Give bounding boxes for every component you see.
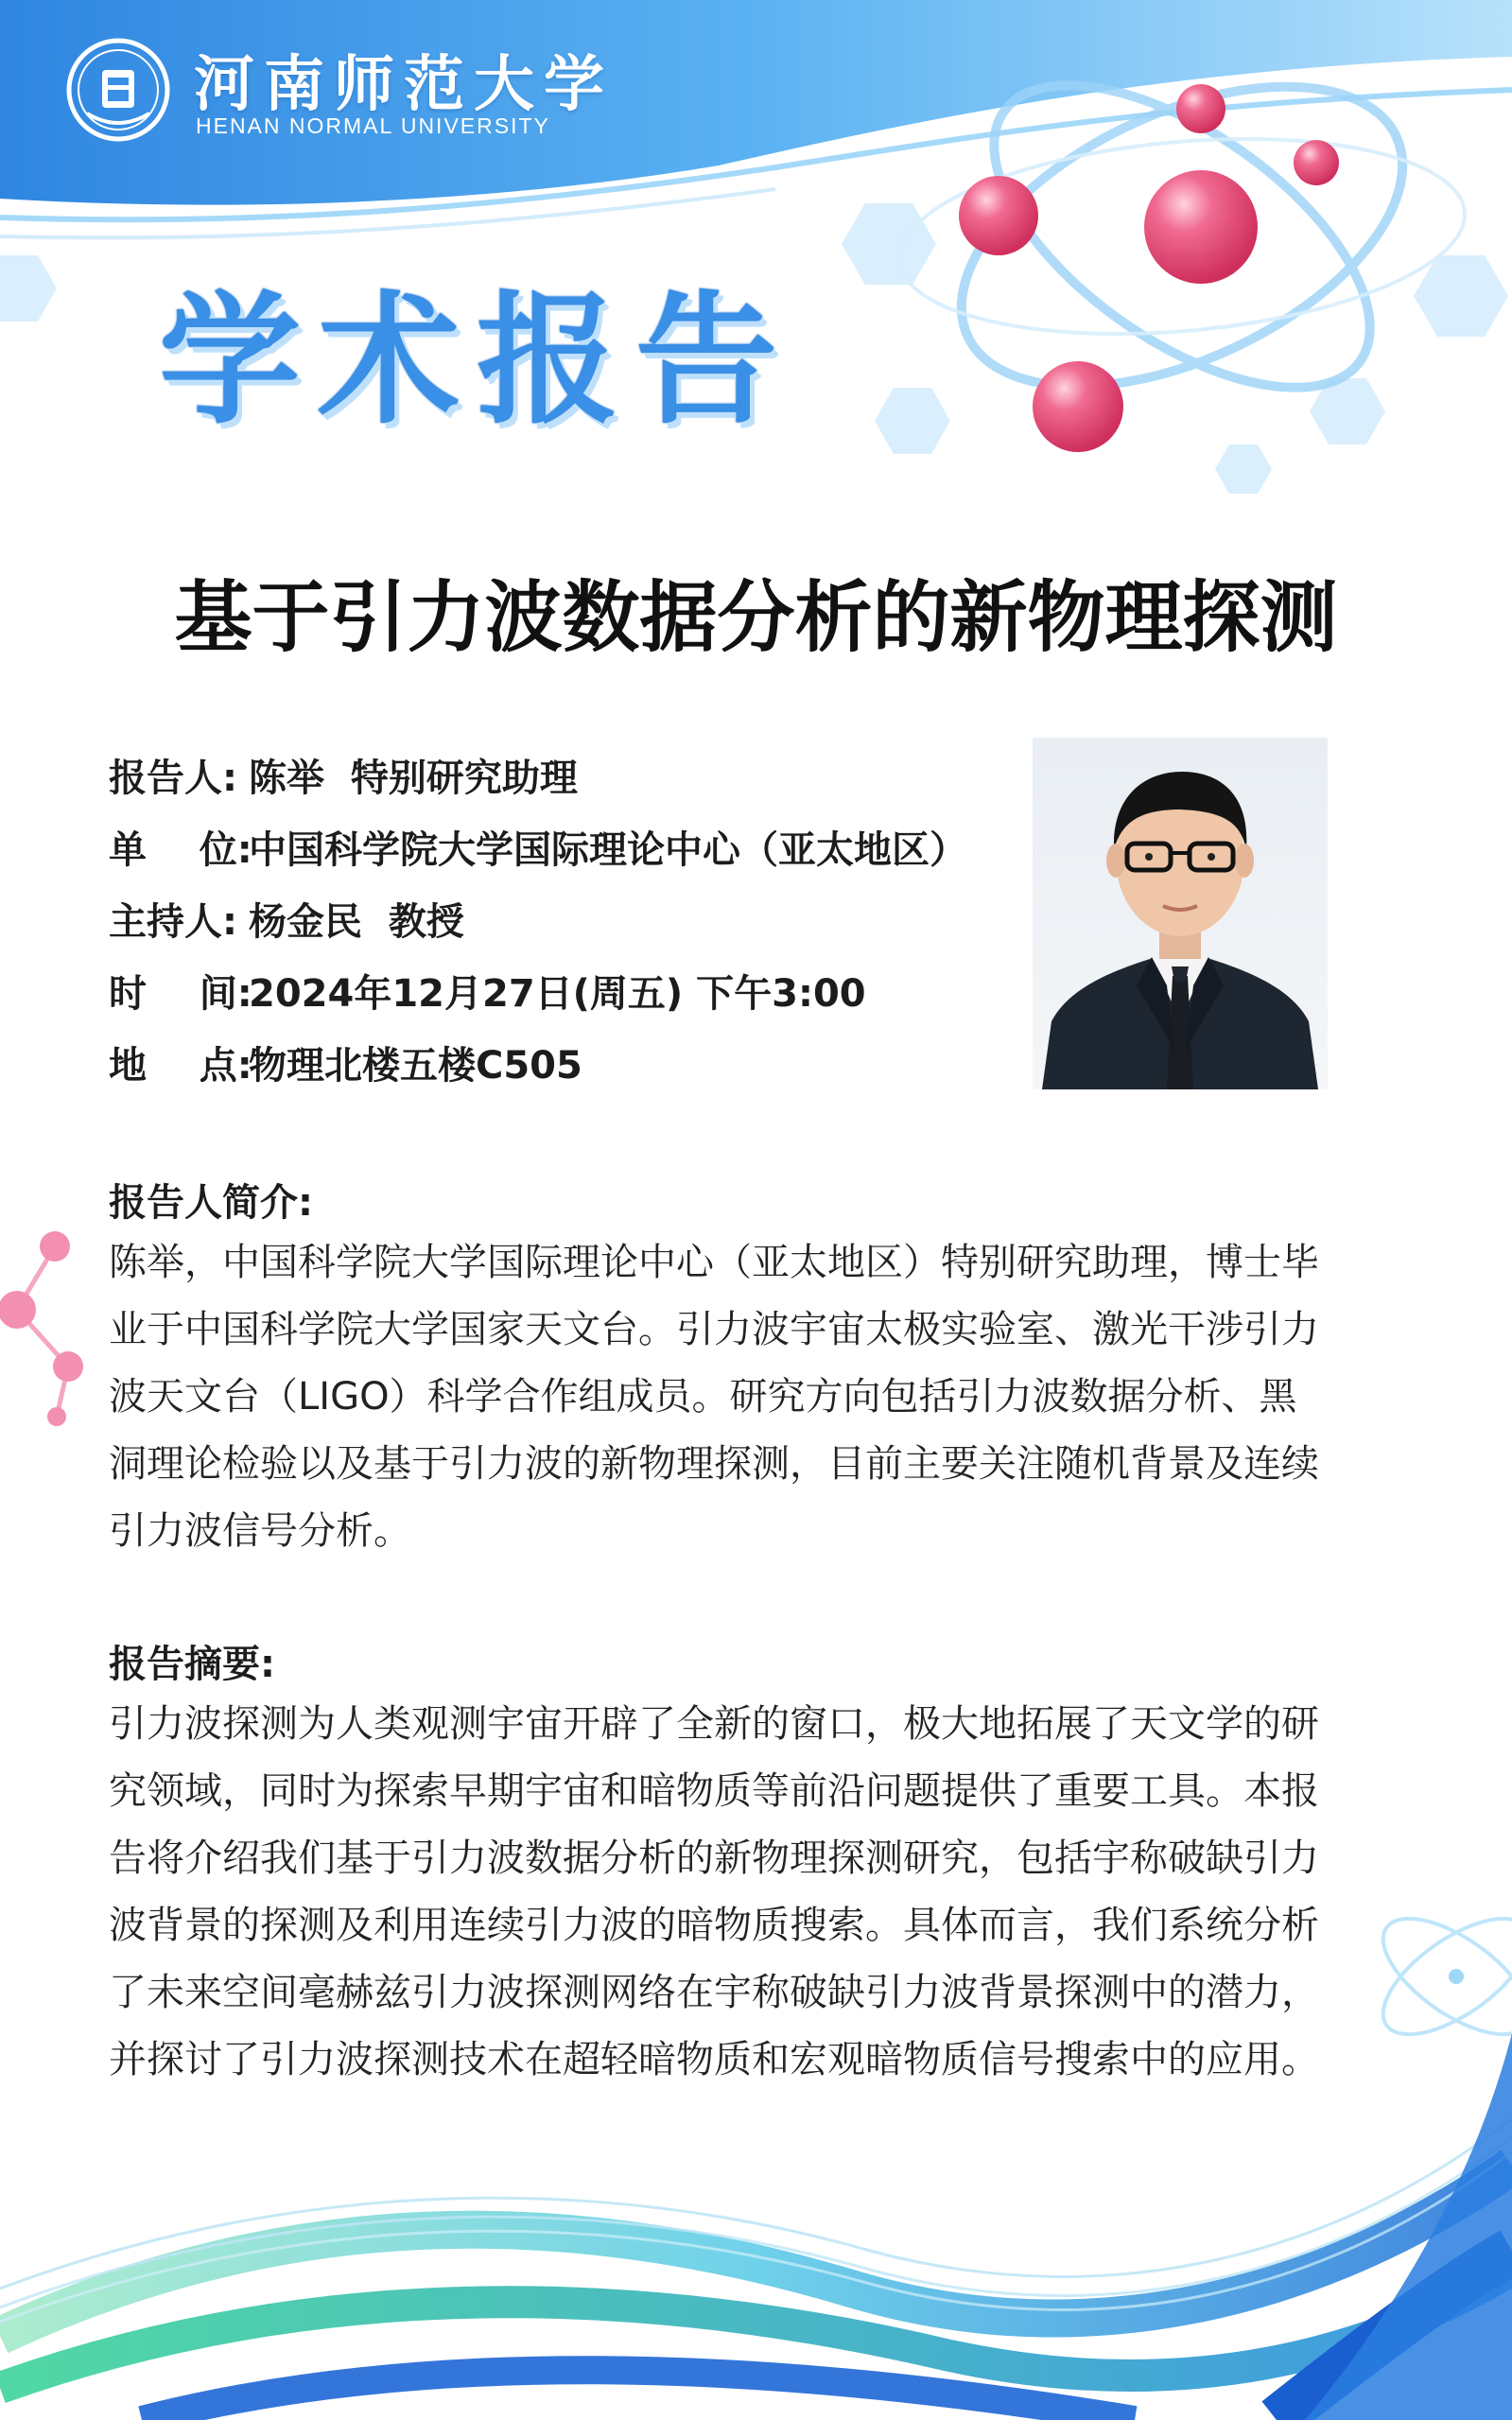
speaker-portrait-icon [1033, 738, 1328, 1089]
abstract-text [109, 1691, 1406, 2094]
report-title: 基于引力波数据分析的新物理探测 [174, 573, 1338, 663]
info-value: 中国科学院大学国际理论中心（亚太地区） [249, 828, 967, 872]
banner-title: 学术报告 [159, 279, 795, 444]
info-value: 物理北楼五楼C505 [249, 1044, 582, 1088]
abstract-line: 了未来空间毫赫兹引力波探测网络在宇称破缺引力波背景探测中的潜力， [109, 1971, 1319, 2014]
info-label: 主持人: [109, 900, 237, 944]
bio-text [109, 1229, 1406, 1565]
abstract-heading: 报告摘要: [109, 1643, 275, 1686]
info-label: 单 位: [109, 828, 252, 872]
info-label: 地 点: [109, 1044, 252, 1088]
bio-line: 波天文台（LIGO）科学合作组成员。研究方向包括引力波数据分析、黑 [109, 1375, 1297, 1419]
university-name-en: HENAN NORMAL UNIVERSITY [196, 113, 550, 138]
university-emblem-icon [66, 38, 170, 142]
bio-heading: 报告人简介: [109, 1181, 313, 1225]
info-value: 2024年12月27日(周五) 下午3:00 [249, 972, 866, 1016]
info-label: 报告人: [109, 757, 237, 800]
info-value: 杨金民 教授 [249, 900, 464, 944]
info-row-time [109, 958, 967, 1030]
info-value: 陈举 特别研究助理 [249, 757, 578, 800]
info-row-speaker [109, 742, 967, 814]
abstract-line: 引力波探测为人类观测宇宙开辟了全新的窗口，极大地拓展了天文学的研 [109, 1702, 1319, 1746]
abstract-line: 波背景的探测及利用连续引力波的暗物质搜索。具体而言，我们系统分析 [109, 1904, 1319, 1947]
info-row-location [109, 1030, 967, 1102]
abstract-line: 告将介绍我们基于引力波数据分析的新物理探测研究，包括宇称破缺引力 [109, 1837, 1319, 1880]
info-row-affiliation [109, 814, 967, 886]
abstract-line: 并探讨了引力波探测技术在超轻暗物质和宏观暗物质信号搜索中的应用。 [109, 2038, 1319, 2081]
bio-line: 洞理论检验以及基于引力波的新物理探测，目前主要关注随机背景及连续 [109, 1442, 1319, 1486]
info-label: 时 间: [109, 972, 252, 1016]
university-name-cn: 河南师范大学 [194, 49, 614, 120]
info-row-host [109, 886, 967, 958]
abstract-line: 究领域，同时为探索早期宇宙和暗物质等前沿问题提供了重要工具。本报 [109, 1769, 1319, 1813]
info-block [109, 742, 967, 1102]
bio-line: 业于中国科学院大学国家天文台。引力波宇宙太极实验室、激光干涉引力 [109, 1308, 1319, 1351]
bio-line: 引力波信号分析。 [109, 1509, 411, 1553]
bio-line: 陈举，中国科学院大学国际理论中心（亚太地区）特别研究助理，博士毕 [109, 1241, 1319, 1284]
